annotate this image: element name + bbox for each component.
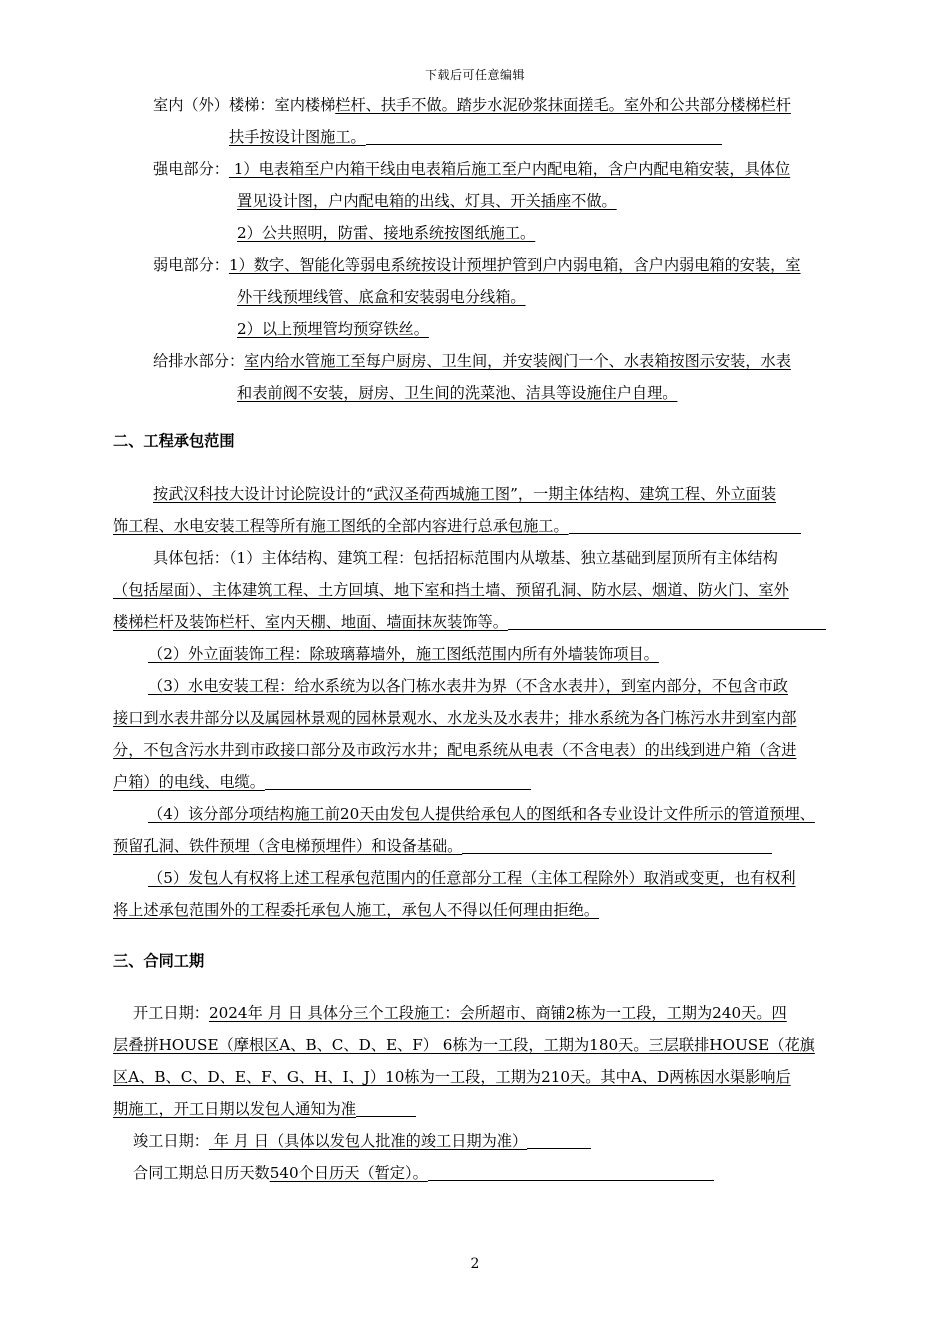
weak-label: 弱电部分： (153, 256, 229, 274)
blank-underline (428, 1166, 714, 1181)
s3-end-line (133, 1130, 591, 1152)
weak-text-3: 2）以上预埋管均预穿铁丝。 (237, 320, 429, 338)
blank-underline (569, 519, 801, 534)
end-date-label: 竣工日期： (133, 1132, 209, 1150)
s2-p1-line-1 (153, 483, 776, 505)
s2-p4-line-4 (113, 771, 531, 793)
start-date-text-3: 区A、B、C、D、E、F、G、H、I、J）10栋为一工段，工期为210天。其中A、D两栋因水渠影响后 (113, 1068, 791, 1086)
water-text-1: 室内给水管施工至每户厨房、卫生间，并安装阀门一个、水表箱按图示安装，水表 (244, 352, 791, 370)
strong-text-3: 2）公共照明，防雷、接地系统按图纸施工。 (237, 224, 536, 242)
strong-line-1 (153, 158, 790, 180)
water-line-2 (237, 382, 677, 404)
blank-underline (356, 1102, 416, 1117)
page-number: 2 (470, 1256, 480, 1272)
s2-p5-text-2: 预留孔洞、铁件预埋（含电梯预埋件）和设备基础。 (113, 837, 463, 855)
weak-text-2: 外干线预埋线管、底盒和安装弱电分线箱。 (237, 288, 526, 306)
s2-p1-line-2 (113, 515, 801, 537)
start-date-text-2: 层叠拼HOUSE（摩根区A、B、C、D、E、F） 6栋为一工段，工期为180天。三层联排HOUSE（花旗 (113, 1036, 815, 1054)
total-days-value: 540个日历天（暂定）。 (269, 1164, 428, 1182)
s3-total-line (133, 1162, 714, 1184)
s3-start-line-1 (133, 1002, 787, 1024)
s2-p4-line-1 (148, 675, 788, 697)
s2-p4-text-3: 分，不包含污水井到市政接口部分及市政污水井；配电系统从电表（不含电表）的出线到进户箱（含进 (113, 741, 797, 759)
start-date-text-4: 期施工，开工日期以发包人通知为准 (113, 1100, 356, 1118)
blank-underline (527, 1134, 591, 1149)
weak-line-3 (237, 318, 429, 340)
s2-p2-line-3 (113, 611, 826, 633)
strong-line-2 (237, 190, 617, 212)
s2-p5-line-1 (148, 803, 815, 825)
s2-p3-line (148, 643, 659, 665)
stairs-line-2 (229, 126, 722, 148)
s2-p4-text-4: 户箱）的电线、电缆。 (113, 773, 265, 791)
stairs-line-1 (153, 94, 791, 116)
s2-p6-text-2: 将上述承包范围外的工程委托承包人施工，承包人不得以任何理由拒绝。 (113, 901, 599, 919)
weak-text-1: 1）数字、智能化等弱电系统按设计预埋护管到户内弱电箱，含户内弱电箱的安装，室 (228, 256, 801, 274)
s3-start-line-4 (113, 1098, 416, 1120)
start-date-text-1: 2024年 月 日 具体分三个工段施工：会所超市、商铺2栋为一工段，工期为240天。四 (208, 1004, 787, 1022)
s2-p4-text-1: （3）水电安装工程：给水系统为以各门栋水表井为界（不含水表井），到室内部分，不包含市政 (148, 677, 788, 695)
s2-p2-line-2 (113, 579, 789, 601)
s2-p1-text-1: 按武汉科技大设计讨论院设计的“武汉圣荷西城施工图”，一期主体结构、建筑工程、外立面装 (153, 485, 777, 503)
section-2-title: 二、工程承包范围 (113, 432, 235, 450)
s3-start-line-3 (113, 1066, 791, 1088)
s3-start-line-2 (113, 1034, 815, 1056)
water-label: 给排水部分： (153, 352, 245, 370)
end-date-value: 年 月 日（具体以发包人批准的竣工日期为准） (208, 1132, 528, 1150)
stairs-text-1b: 栏杆、扶手不做。踏步水泥砂浆抹面搓毛。室外和公共部分楼梯栏杆 (335, 96, 791, 114)
s2-p2-text-1: 具体包括：（1）主体结构、建筑工程：包括招标范围内从墩基、独立基础到屋顶所有主体结构 (153, 549, 778, 567)
water-line-1 (153, 350, 791, 372)
stairs-text-1a: 室内楼梯 (274, 96, 336, 114)
blank-underline (265, 775, 531, 790)
s2-p2-line-1 (153, 547, 778, 569)
blank-underline (508, 615, 826, 630)
s2-p3-text: （2）外立面装饰工程：除玻璃幕墙外，施工图纸范围内所有外墙装饰项目。 (148, 645, 659, 663)
strong-label: 强电部分： (153, 160, 229, 178)
page-header: 下载后可任意编辑 (424, 68, 525, 82)
s2-p6-text-1: （5）发包人有权将上述工程承包范围内的任意部分工程（主体工程除外）取消或变更，也有权利 (148, 869, 796, 887)
start-date-label: 开工日期： (133, 1004, 209, 1022)
weak-line-2 (237, 286, 526, 308)
section-3-title: 三、合同工期 (113, 952, 205, 970)
stairs-label: 室内（外）楼梯： (153, 96, 275, 114)
s2-p4-line-3 (113, 739, 796, 761)
s2-p6-line-2 (113, 899, 599, 921)
total-days-label: 合同工期总日历天数 (133, 1164, 270, 1182)
blank-underline (366, 130, 722, 145)
s2-p2-text-3: 楼梯栏杆及装饰栏杆、室内天棚、地面、墙面抹灰装饰等。 (113, 613, 508, 631)
strong-text-1: 1）电表箱至户内箱干线由电表箱后施工至户内配电箱，含户内配电箱安装，具体位 (228, 160, 791, 178)
water-text-2: 和表前阀不安装，厨房、卫生间的洗菜池、洁具等设施住户自理。 (237, 384, 678, 402)
s2-p1-text-2: 饰工程、水电安装工程等所有施工图纸的全部内容进行总承包施工。 (113, 517, 569, 535)
weak-line-1 (153, 254, 801, 276)
s2-p5-text-1: （4）该分部分项结构施工前20天由发包人提供给承包人的图纸和各专业设计文件所示的管道预埋、 (148, 805, 815, 823)
stairs-text-2: 扶手按设计图施工。 (229, 128, 366, 146)
s2-p6-line-1 (148, 867, 796, 889)
strong-line-3 (237, 222, 535, 244)
s2-p2-text-2: （包括屋面）、主体建筑工程、土方回填、地下室和挡土墙、预留孔洞、防水层、烟道、防火门、室外 (113, 581, 789, 599)
strong-text-2: 置见设计图，户内配电箱的出线、灯具、开关插座不做。 (237, 192, 617, 210)
s2-p4-text-2: 接口到水表井部分以及属园林景观的园林景观水、水龙头及水表井；排水系统为各门栋污水井到室内部 (113, 709, 797, 727)
s2-p5-line-2 (113, 835, 772, 857)
s2-p4-line-2 (113, 707, 796, 729)
blank-underline (462, 839, 772, 854)
